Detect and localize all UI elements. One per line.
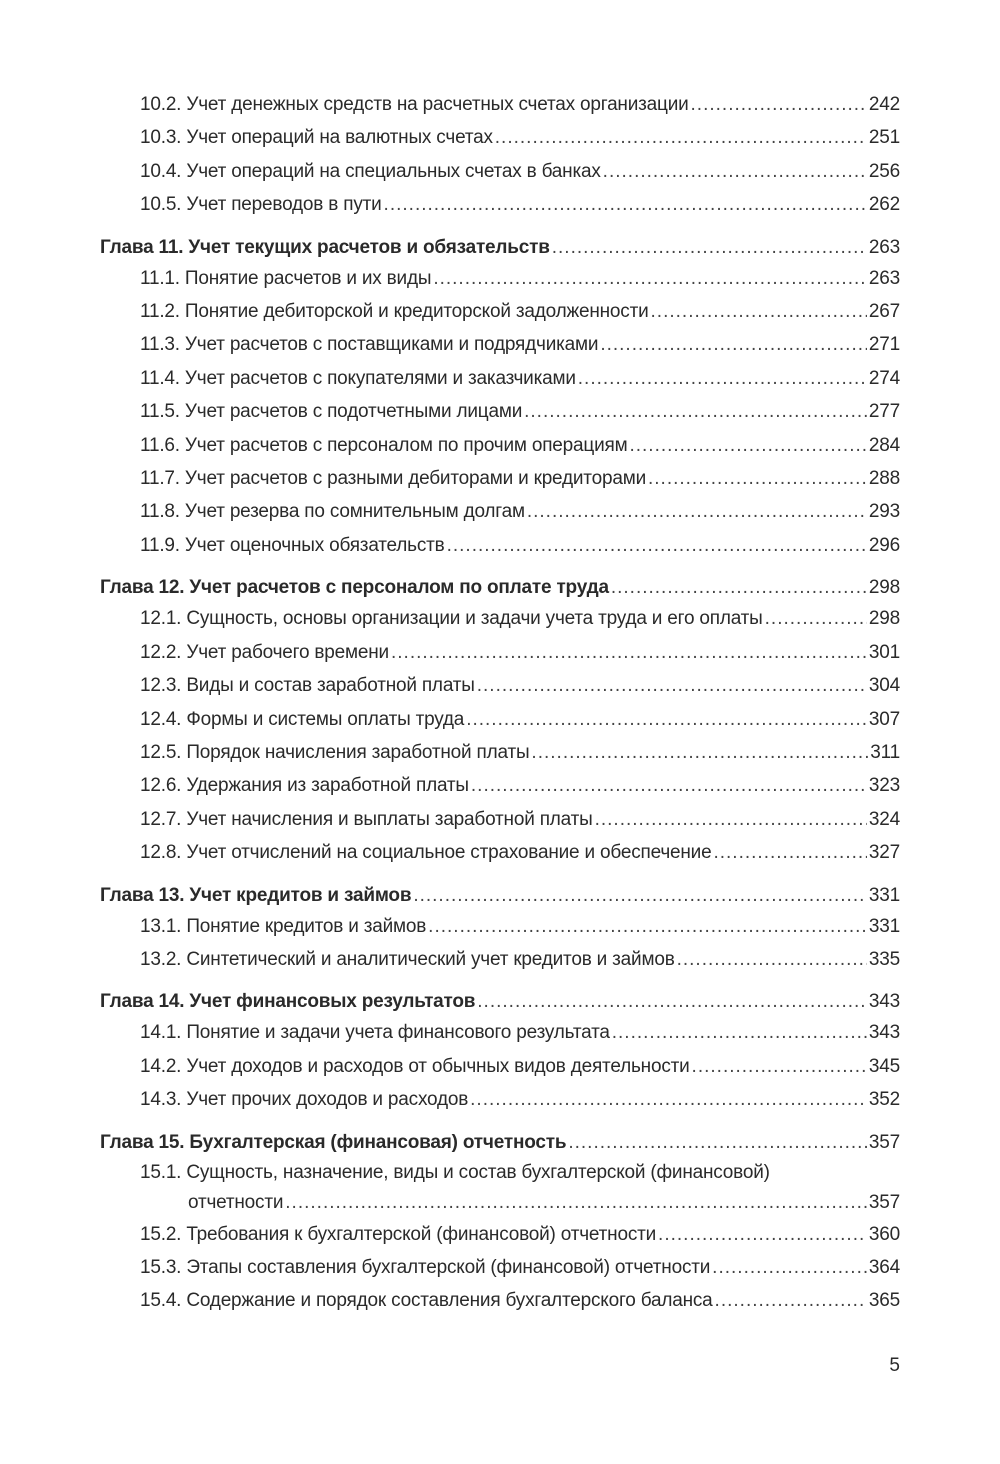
toc-entry[interactable]: 11.7. Учет расчетов с разными дебиторами и кредиторами ..... 288 (100, 462, 900, 495)
toc-entry[interactable]: 12.4. Формы и системы оплаты труда ..... 307 (100, 703, 900, 736)
chapter-15 (100, 1129, 900, 1318)
chapter-13 (100, 882, 900, 977)
toc-entry[interactable]: 15.3. Этапы составления бухгалтерской (финансовой) отчетности ..... 364 (100, 1251, 900, 1284)
toc-entry[interactable]: 10.4. Учет операций на специальных счетах в банках ..... 256 (100, 155, 900, 188)
toc-entry[interactable]: 12.3. Виды и состав заработной платы ..... 304 (100, 669, 900, 702)
toc-entry[interactable]: 11.6. Учет расчетов с персоналом по прочим операциям ..... 284 (100, 429, 900, 462)
toc-entry[interactable]: 10.3. Учет операций на валютных счетах ..... 251 (100, 121, 900, 154)
toc-entry[interactable]: 15.4. Содержание и порядок составления бухгалтерского баланса ..... 365 (100, 1284, 900, 1317)
toc-entry[interactable]: 12.1. Сущность, основы организации и задачи учета труда и его оплаты ..... 298 (100, 602, 900, 635)
table-of-contents (100, 88, 900, 1330)
dot-leader (595, 803, 867, 836)
toc-entry-line1: 15.1. Сущность, назначение, виды и состав бухгалтерской (финансовой) (140, 1161, 770, 1183)
dot-leader (466, 703, 867, 736)
chapter-10-continued (100, 88, 900, 222)
dot-leader (477, 988, 867, 1016)
dot-leader (612, 1016, 867, 1049)
chapter-heading[interactable]: Глава 15. Бухгалтерская (финансовая) отчетность ..... 357 (100, 1129, 900, 1157)
dot-leader (568, 1129, 867, 1157)
dot-leader (715, 1284, 867, 1317)
dot-leader (524, 395, 867, 428)
chapter-heading[interactable]: Глава 11. Учет текущих расчетов и обязательств ..... 263 (100, 234, 900, 262)
toc-entry[interactable]: 14.1. Понятие и задачи учета финансового результата ..... 343 (100, 1016, 900, 1049)
toc-entry[interactable]: 11.4. Учет расчетов с покупателями и заказчиками ..... 274 (100, 362, 900, 395)
dot-leader (765, 602, 867, 635)
chapter-heading[interactable]: Глава 14. Учет финансовых результатов ..... 343 (100, 988, 900, 1016)
dot-leader (552, 234, 867, 262)
dot-leader (391, 636, 867, 669)
dot-leader (433, 262, 867, 295)
toc-entry[interactable]: 13.1. Понятие кредитов и займов ..... 331 (100, 910, 900, 943)
toc-entry[interactable]: 12.6. Удержания из заработной платы ..... 323 (100, 769, 900, 802)
dot-leader (578, 362, 867, 395)
toc-entry[interactable]: 15.2. Требования к бухгалтерской (финансовой) отчетности ..... 360 (100, 1218, 900, 1251)
toc-entry[interactable]: 12.8. Учет отчислений на социальное страхование и обеспечение ..... 327 (100, 836, 900, 869)
toc-entry[interactable]: 14.3. Учет прочих доходов и расходов ..... 352 (100, 1083, 900, 1116)
dot-leader (611, 574, 867, 602)
dot-leader (712, 1251, 867, 1284)
dot-leader (384, 188, 867, 221)
dot-leader (527, 495, 867, 528)
dot-leader (713, 836, 866, 869)
dot-leader (648, 462, 867, 495)
dot-leader (531, 736, 868, 769)
dot-leader (428, 910, 867, 943)
toc-entry[interactable]: 10.5. Учет переводов в пути ..... 262 (100, 188, 900, 221)
chapter-heading[interactable]: Глава 12. Учет расчетов с персоналом по оплате труда ..... 298 (100, 574, 900, 602)
toc-entry[interactable]: 12.5. Порядок начисления заработной платы ..... 311 (100, 736, 900, 769)
chapter-11 (100, 234, 900, 563)
dot-leader (651, 295, 867, 328)
toc-entry[interactable]: 14.2. Учет доходов и расходов от обычных видов деятельности ..... 345 (100, 1050, 900, 1083)
dot-leader (691, 88, 867, 121)
dot-leader (603, 155, 867, 188)
toc-entry[interactable]: 11.1. Понятие расчетов и их виды ..... 263 (100, 262, 900, 295)
toc-entry-multiline[interactable] (100, 1157, 900, 1218)
chapter-heading[interactable]: Глава 13. Учет кредитов и займов ..... 331 (100, 882, 900, 910)
dot-leader (692, 1050, 867, 1083)
toc-entry[interactable]: 10.2. Учет денежных средств на расчетных счетах организации ..... 242 (100, 88, 900, 121)
dot-leader (471, 769, 867, 802)
toc-entry[interactable]: 11.9. Учет оценочных обязательств ..... 296 (100, 529, 900, 562)
toc-entry[interactable]: 12.2. Учет рабочего времени ..... 301 (100, 636, 900, 669)
dot-leader (677, 943, 867, 976)
toc-entry[interactable]: 11.2. Понятие дебиторской и кредиторской задолженности ..... 267 (100, 295, 900, 328)
toc-entry[interactable]: 13.2. Синтетический и аналитический учет кредитов и займов ..... 335 (100, 943, 900, 976)
toc-entry-line2: отчетности ..... 357 (140, 1188, 900, 1218)
chapter-12 (100, 574, 900, 869)
toc-entry[interactable]: 11.3. Учет расчетов с поставщиками и подрядчиками ..... 271 (100, 328, 900, 361)
toc-entry[interactable]: 12.7. Учет начисления и выплаты заработной платы ..... 324 (100, 803, 900, 836)
dot-leader (285, 1188, 867, 1218)
dot-leader (629, 429, 866, 462)
dot-leader (658, 1218, 867, 1251)
page-number: 5 (889, 1355, 900, 1376)
dot-leader (600, 328, 867, 361)
toc-entry[interactable]: 11.5. Учет расчетов с подотчетными лицами ..... 277 (100, 395, 900, 428)
dot-leader (470, 1083, 867, 1116)
dot-leader (413, 882, 867, 910)
chapter-14 (100, 988, 900, 1116)
dot-leader (447, 529, 867, 562)
dot-leader (495, 121, 867, 154)
toc-entry[interactable]: 11.8. Учет резерва по сомнительным долгам ..... 293 (100, 495, 900, 528)
dot-leader (477, 669, 867, 702)
